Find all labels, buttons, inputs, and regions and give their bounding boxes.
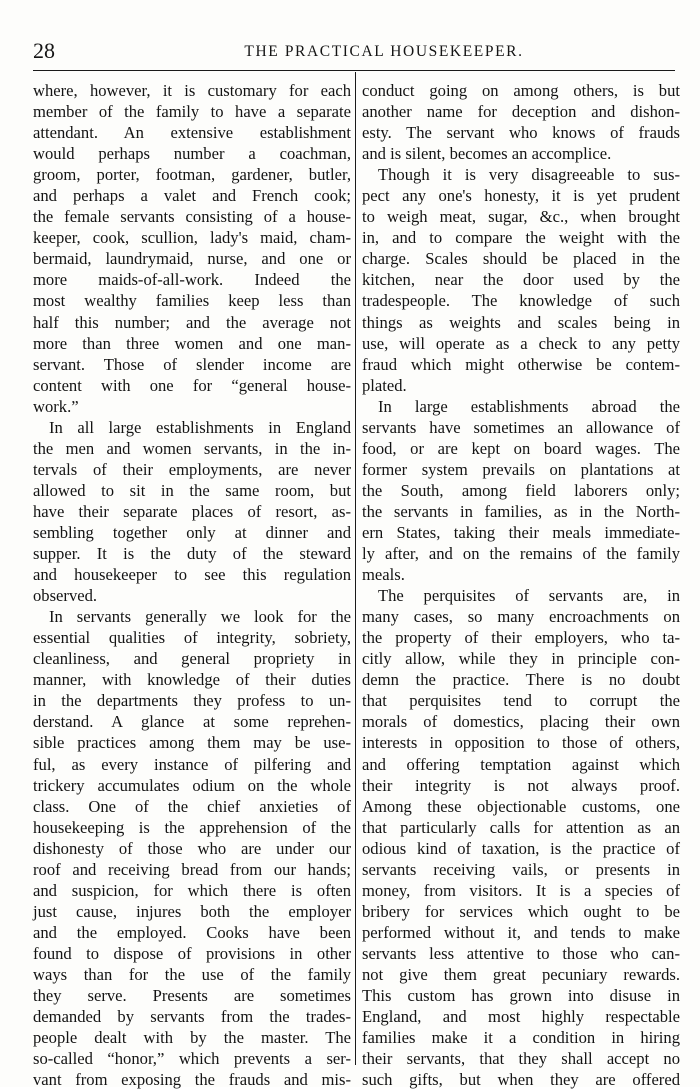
text-line: work.” (33, 396, 79, 416)
text-line: In servants generally we look for the (49, 607, 351, 627)
text-line: vant from exposing the frauds and mis- (33, 1070, 351, 1090)
text-line: This custom has grown into disuse in (362, 986, 680, 1006)
text-line: bribery for services which ought to be (362, 901, 680, 921)
text-line: that particularly calls for attention as an (362, 817, 680, 837)
text-line: not give them great pecuniary rewards. (362, 964, 680, 984)
text-line: many cases, so many encroachments on (362, 607, 680, 627)
text-line: and is silent, becomes an accomplice. (362, 144, 612, 164)
running-title: THE PRACTICAL HOUSEKEEPER. (244, 43, 524, 60)
text-line: the property of their employers, who ta- (362, 628, 680, 648)
text-line: demn the practice. There is no doubt (362, 670, 680, 690)
text-line: tervals of their employments, are never (33, 459, 351, 479)
text-line: servants have sometimes an allowance of (362, 417, 680, 437)
text-line: food, or are kept on board wages. The (362, 438, 680, 458)
text-line: ful, as every instance of pilfering and (33, 754, 351, 774)
text-line: attendant. An extensive establishment (33, 123, 351, 143)
page-number: 28 (33, 38, 55, 63)
text-line: and the employed. Cooks have been (33, 922, 351, 942)
text-line: found to dispose of provisions in other (33, 943, 351, 963)
text-line: charge. Scales should be placed in the (362, 249, 680, 269)
text-line: content with one for “general house- (33, 375, 351, 395)
text-line: the female servants consisting of a house- (33, 207, 351, 227)
text-line: class. One of the chief anxieties of (33, 796, 351, 816)
text-line: use, will operate as a check to any petty (362, 333, 680, 353)
header-rule (33, 70, 675, 71)
text-line: member of the family to have a separate (33, 102, 351, 122)
text-line: Though it is very disagreeable to sus- (378, 165, 680, 185)
right-column (362, 80, 680, 1090)
text-line: housekeeping is the apprehension of the (33, 817, 351, 837)
text-line: bermaid, laundrymaid, nurse, and one or (33, 249, 351, 269)
text-line: supper. It is the duty of the steward (33, 544, 351, 564)
text-line: meals. (362, 565, 405, 585)
text-line: so-called “honor,” which prevents a ser- (33, 1049, 351, 1069)
text-line: that perquisites tend to corrupt the (362, 691, 680, 711)
text-line: manner, with knowledge of their duties (33, 670, 351, 690)
text-line: conduct going on among others, is but (362, 81, 680, 100)
text-line: things as weights and scales being in (362, 312, 680, 332)
text-line: more than three women and one man- (33, 333, 351, 353)
text-line: fraud which might otherwise be contem- (362, 354, 680, 374)
text-line: most wealthy families keep less than (33, 291, 351, 311)
text-line: In large establishments abroad the (378, 396, 680, 416)
column-divider (355, 72, 356, 1065)
text-line: roof and receiving bread from our hands; (33, 859, 351, 879)
text-line: their servants, that they shall accept no (362, 1049, 680, 1069)
text-line: families make it a condition in hiring (362, 1028, 680, 1048)
text-line: in the departments they profess to un- (33, 691, 351, 711)
text-line: sembling together only at dinner and (33, 522, 351, 542)
text-line: and offering temptation against which (362, 754, 680, 774)
text-line: the South, among field laborers only; (362, 480, 680, 500)
text-line: tradespeople. The knowledge of such (362, 291, 680, 311)
text-line: dishonesty of those who are under our (33, 838, 351, 858)
text-line: plated. (362, 375, 407, 395)
text-line: people dealt with by the master. The (33, 1028, 351, 1048)
text-line: interests in opposition to those of others, (362, 733, 680, 753)
text-line: their integrity is not always proof. (362, 775, 680, 795)
text-line: morals of domestics, placing their own (362, 712, 680, 732)
left-column (33, 80, 351, 1090)
text-line: in, and to compare the weight with the (362, 228, 680, 248)
text-line: where, however, it is customary for each (33, 81, 351, 100)
text-line: essential qualities of integrity, sobriety, (33, 628, 351, 648)
text-line: servant. Those of slender income are (33, 354, 351, 374)
page-header (33, 38, 675, 64)
text-line: servants less attentive to those who can- (362, 943, 680, 963)
text-line: and suspicion, for which there is often (33, 880, 351, 900)
text-line: servants receiving vails, or presents in (362, 859, 680, 879)
text-line: Among these objectionable customs, one (362, 796, 680, 816)
text-line: demanded by servants from the trades- (33, 1007, 351, 1027)
text-line: just cause, injures both the employer (33, 901, 351, 921)
text-line: performed without it, and tends to make (362, 922, 680, 942)
text-line: allowed to sit in the same room, but (33, 480, 351, 500)
text-line: ly after, and on the remains of the family (362, 544, 680, 564)
text-line: another name for deception and dishon- (362, 102, 680, 122)
text-line: odious kind of taxation, is the practice of (362, 838, 680, 858)
text-line: citly allow, while they in principle con- (362, 649, 680, 669)
text-line: former system prevails on plantations at (362, 459, 680, 479)
text-line: half this number; and the average not (33, 312, 351, 332)
text-line: they serve. Presents are sometimes (33, 986, 351, 1006)
text-line: ways than for the use of the family (33, 964, 351, 984)
text-line: money, from visitors. It is a species of (362, 880, 680, 900)
text-line: esty. The servant who knows of frauds (362, 123, 680, 143)
text-line: trickery accumulates odium on the whole (33, 775, 351, 795)
text-line: sible practices among them may be use- (33, 733, 351, 753)
text-line: England, and most highly respectable (362, 1007, 680, 1027)
text-line: and perhaps a valet and French cook; (33, 186, 351, 206)
text-line: and housekeeper to see this regulation (33, 565, 351, 585)
text-line: groom, porter, footman, gardener, butler, (33, 165, 351, 185)
text-line: the men and women servants, in the in- (33, 438, 351, 458)
text-line: more maids-of-all-work. Indeed the (33, 270, 351, 290)
text-line: have their separate places of resort, as- (33, 501, 351, 521)
text-line: ern States, taking their meals immediate- (362, 522, 680, 542)
text-line: The perquisites of servants are, in (378, 586, 680, 606)
text-line: would perhaps number a coachman, (33, 144, 351, 164)
text-line: kitchen, near the door used by the (362, 270, 680, 290)
text-line: derstand. A glance at some reprehen- (33, 712, 351, 732)
text-line: keeper, cook, scullion, lady's maid, cham- (33, 228, 351, 248)
text-line: In all large establishments in England (49, 417, 351, 437)
text-line: cleanliness, and general propriety in (33, 649, 351, 669)
text-line: such gifts, but when they are offered (362, 1070, 680, 1090)
text-line: to weigh meat, sugar, &c., when brought (362, 207, 680, 227)
text-line: the servants in families, as in the North- (362, 501, 680, 521)
text-line: pect any one's honesty, it is yet prudent (362, 186, 680, 206)
text-line: observed. (33, 586, 98, 606)
